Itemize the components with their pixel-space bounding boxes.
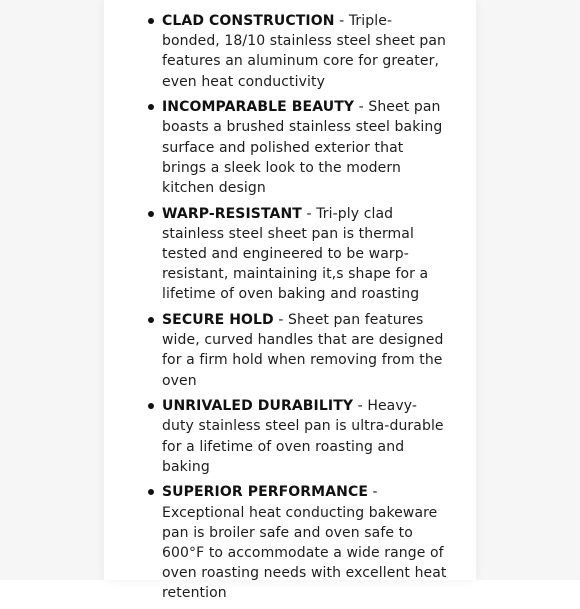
feature-description: - Tri-ply clad stainless steel sheet pan is thermal tested and engineered to be warp-resistant, maintaining it,s shape for a lifetime of oven baking and roasting bbox=[162, 205, 429, 303]
feature-item-clad-construction bbox=[148, 11, 448, 92]
feature-item-secure-hold bbox=[148, 310, 448, 391]
feature-item-superior-performance bbox=[148, 482, 448, 603]
feature-title: SECURE HOLD bbox=[162, 312, 274, 329]
feature-title: CLAD CONSTRUCTION bbox=[162, 13, 335, 29]
feature-description: - Sheet pan features wide, curved handles that are designed for a firm hold when removing from the oven bbox=[162, 312, 444, 389]
feature-item-incomparable-beauty bbox=[148, 97, 448, 198]
bullet-icon bbox=[148, 104, 154, 110]
bullet-icon bbox=[148, 489, 154, 495]
bullet-icon bbox=[148, 211, 154, 217]
bullet-icon bbox=[148, 403, 154, 409]
feature-title: SUPERIOR PERFORMANCE bbox=[162, 484, 368, 501]
feature-title: INCOMPARABLE BEAUTY bbox=[162, 99, 355, 116]
feature-list bbox=[148, 11, 448, 609]
feature-description: - Heavy-duty stainless steel pan is ultra-durable for a lifetime of oven roasting and baking bbox=[162, 398, 444, 475]
feature-description: - Sheet pan boasts a brushed stainless steel baking surface and polished exterior that brings a sleek look to the modern kitchen design bbox=[162, 99, 443, 197]
feature-title: WARP-RESISTANT bbox=[162, 205, 302, 222]
feature-description: - Triple-bonded, 18/10 stainless steel sheet pan features an aluminum core for greater, even heat conductivity bbox=[162, 13, 446, 90]
bullet-icon bbox=[148, 317, 154, 323]
feature-item-warp-resistant bbox=[148, 204, 448, 305]
feature-description: - Exceptional heat conducting bakeware pan is broiler safe and oven safe to 600°F to accommodate a wide range of oven roasting needs with excellent heat retention bbox=[162, 484, 447, 602]
feature-item-unrivaled-durability bbox=[148, 396, 448, 477]
feature-title: UNRIVALED DURABILITY bbox=[162, 398, 354, 415]
bullet-icon bbox=[148, 18, 154, 24]
